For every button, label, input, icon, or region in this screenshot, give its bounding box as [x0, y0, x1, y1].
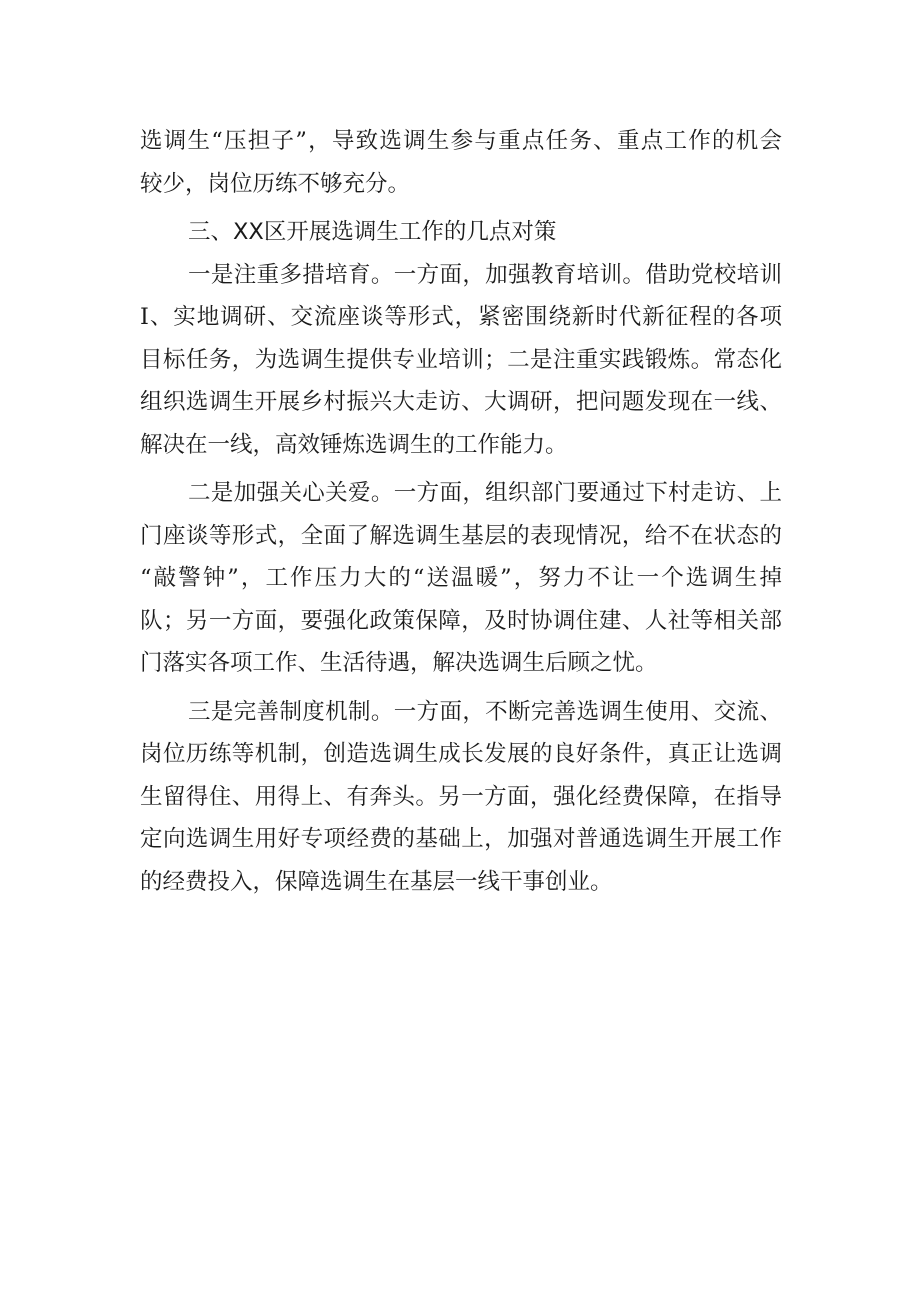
- paragraph-2: [140, 472, 782, 685]
- text-line: “敲警钟”，工作压力大的“送温暖”，努力不让一个选调生掉: [140, 565, 782, 591]
- section-heading: 三、XX区开展选调生工作的几点对策: [188, 219, 557, 245]
- text-line: 队；另一方面，要强化政策保障，及时协调住建、人社等相关部: [140, 607, 782, 634]
- text-line: 二是加强关心关爱。一方面，组织部门要通过下村走访、上: [188, 480, 782, 506]
- text-line: 生留得住、用得上、有奔头。另一方面，强化经费保障，在指导: [140, 783, 782, 810]
- text-line: 门落实各项工作、生活待遇，解决选调生后顾之忧。: [140, 650, 658, 676]
- document-body: [140, 120, 782, 903]
- intro-paragraph: [140, 120, 782, 205]
- text-line: 解决在一线，高效锤炼选调生的工作能力。: [140, 431, 568, 458]
- text-line: 定向选调生用好专项经费的基础上，加强对普通选调生开展工作: [140, 826, 782, 852]
- text-line: 较少，岗位历练不够充分。: [140, 170, 411, 197]
- text-line: 选调生“压担子”，导致选调生参与重点任务、重点工作的机会: [140, 128, 782, 154]
- text-line: I、实地调研、交流座谈等形式，紧密围绕新时代新征程的各项: [140, 304, 782, 330]
- text-line: 岗位历练等机制，创造选调生成长发展的良好条件，真正让选调: [140, 741, 782, 767]
- paragraph-3: [140, 691, 782, 904]
- text-line: 的经费投入，保障选调生在基层一线干事创业。: [140, 868, 613, 895]
- text-line: 组织选调生开展乡村振兴大走访、大调研，把问题发现在一线、: [140, 389, 782, 415]
- text-line: 一是注重多措培育。一方面，加强教育培训。借助党校培训: [188, 261, 782, 288]
- text-line: 门座谈等形式，全面了解选调生基层的表现情况，给不在状态的: [140, 522, 782, 549]
- text-line: 三是完善制度机制。一方面，不断完善选调生使用、交流、: [188, 698, 782, 725]
- paragraph-1: [140, 254, 782, 467]
- text-line: 目标任务，为选调生提供专业培训；二是注重实践锻炼。常态化: [140, 346, 782, 373]
